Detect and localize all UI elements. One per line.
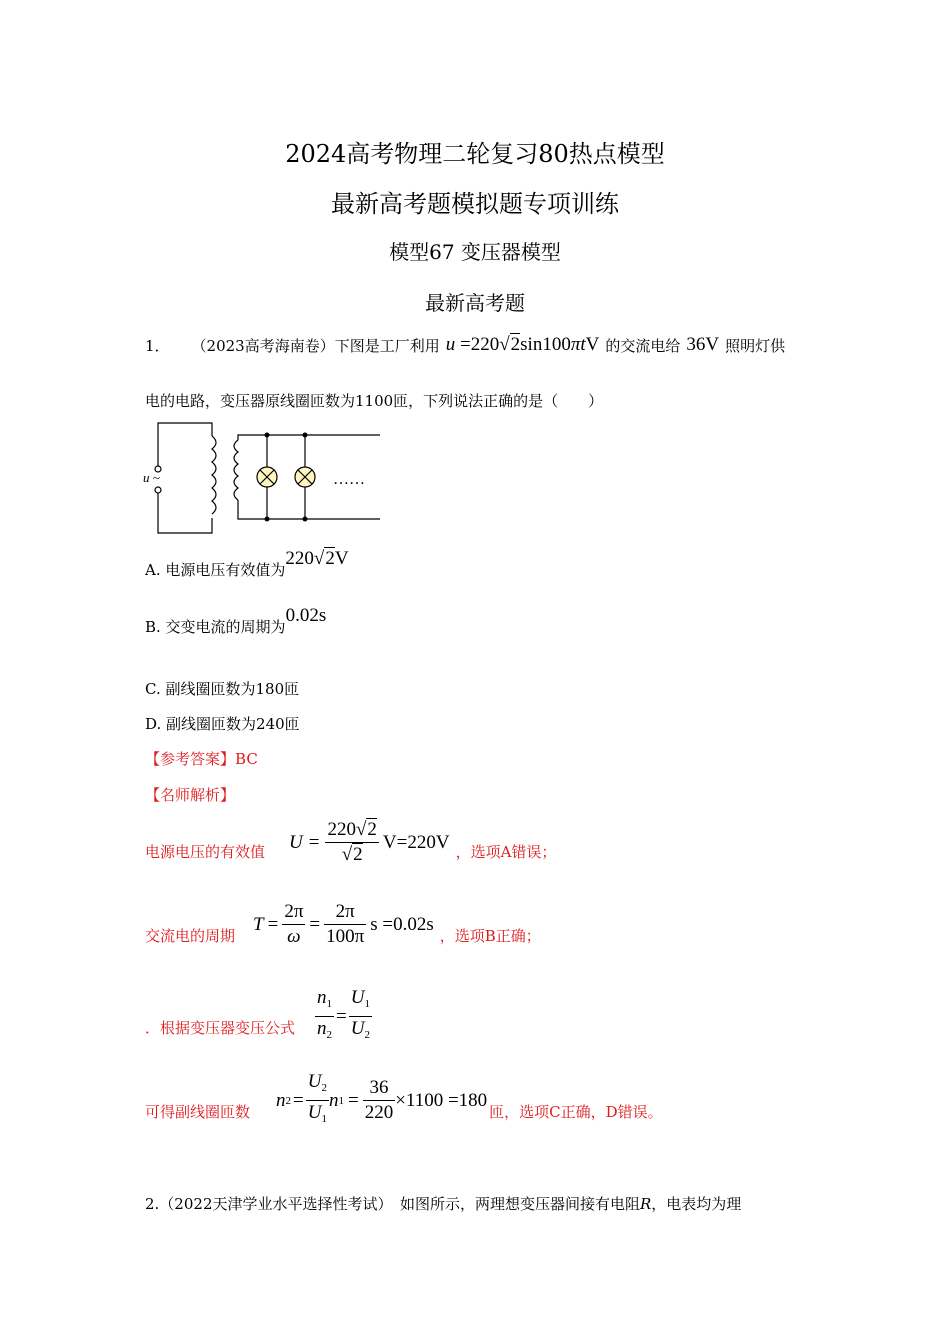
step3-text: ．根据变压器变压公式	[145, 1019, 296, 1037]
model-title: 模型67 变压器模型	[389, 240, 561, 264]
section-title: 最新高考题	[425, 291, 525, 315]
analysis-step-2	[145, 900, 541, 949]
step4-text: 可得副线圈匝数	[145, 1103, 251, 1121]
analysis-step-4	[145, 1070, 663, 1131]
step4-equation: n 2 = $\frac{U_2}{U_1}$ n 1 = $\frac{36}{220}$ ×1100 =180	[276, 1071, 488, 1125]
question1-mid-text: 的交流电给	[605, 336, 681, 355]
step1-equation: U = $\frac{220√2}{√2}$ V=220V	[289, 819, 450, 865]
question2-stem: 2.（2022天津学业水平选择性考试） 如图所示，两理想变压器间接有电阻R，电表均为理	[145, 1195, 742, 1213]
option-d: D. 副线圈匝数为240匝	[145, 715, 300, 733]
analysis-step-1	[145, 818, 556, 867]
option-b-text: B. 交变电流的周期为	[145, 618, 286, 636]
more-lamps-dots: ……	[333, 471, 365, 488]
question1-number: 1．	[145, 336, 170, 355]
reference-answer: 【参考答案】BC	[145, 750, 258, 768]
option-c: C. 副线圈匝数为180匝	[145, 680, 300, 698]
option-a	[145, 548, 349, 580]
question1-end-text: 照明灯供	[725, 336, 786, 355]
analysis-label: 【名师解析】	[145, 786, 236, 804]
transformer-circuit-diagram	[140, 418, 390, 538]
question1-source-stem: （2023高考海南卷）下图是工厂利用	[191, 336, 440, 355]
option-b-value: 0.02s	[285, 605, 327, 626]
question1-stem-line2: 电的电路，变压器原线圈匝数为1100匝，下列说法正确的是（ ）	[145, 392, 604, 410]
step1-tail: ，选项A错误；	[455, 843, 557, 861]
step4-tail: 匝，选项C正确，D错误。	[489, 1103, 663, 1121]
step2-tail: ，选项B正确；	[439, 927, 541, 945]
step1-text: 电源电压的有效值	[145, 843, 266, 861]
option-b	[145, 605, 327, 637]
source-label: u ~	[143, 470, 160, 485]
document-title: 2024高考物理二轮复习80热点模型	[285, 140, 665, 168]
lamp-voltage: 36V	[686, 334, 720, 355]
option-a-value: 220√2V	[285, 548, 349, 569]
question1-voltage-formula: u =220√2sin100πtV	[445, 334, 600, 355]
step3-equation: $\frac{n_1}{n_2}$ = $\frac{U_1}{U_2}$	[317, 987, 370, 1041]
step2-equation: T = $\frac{2\pi}{\omega}$ = $\frac{2\pi}{100\pi}$ s =0.02s	[253, 901, 434, 947]
question1-stem-line1	[145, 334, 785, 356]
document-subtitle: 最新高考题模拟题专项训练	[331, 190, 619, 218]
option-a-text: A. 电源电压有效值为	[145, 561, 286, 579]
step2-text: 交流电的周期	[145, 927, 236, 945]
analysis-step-3	[145, 986, 372, 1047]
